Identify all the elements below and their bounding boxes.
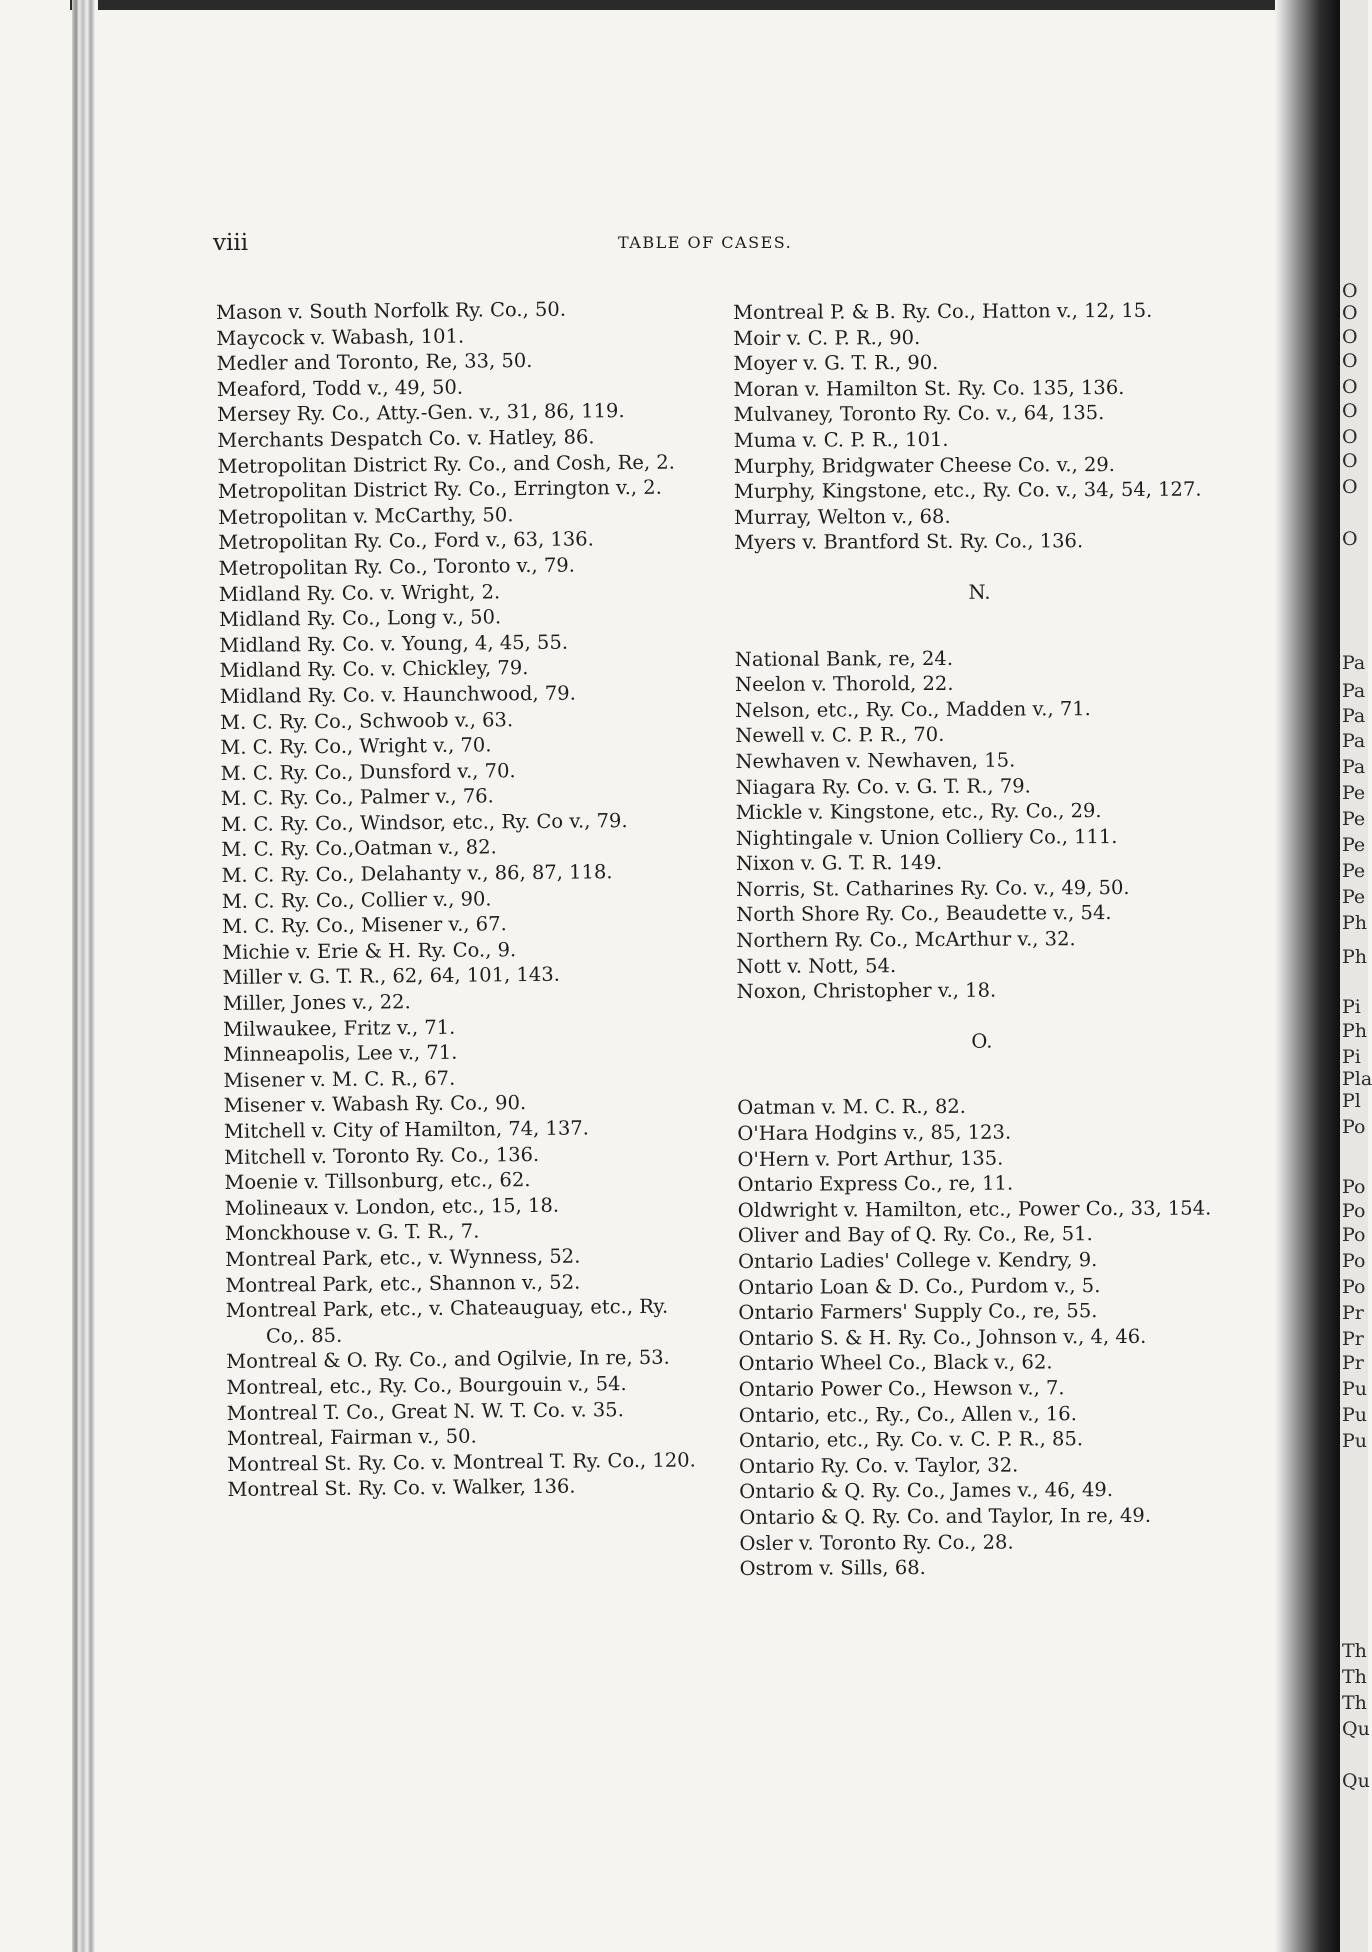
facing-page-letters: Pe xyxy=(1342,782,1366,804)
facing-page-letters: Pa xyxy=(1342,652,1366,674)
facing-page-letters: Pa xyxy=(1342,705,1366,727)
facing-page-letters: O xyxy=(1342,450,1358,472)
case-entry: Ontario S. & H. Ry. Co., Johnson v., 4, 46. xyxy=(738,1324,1147,1350)
facing-page-letters: Th xyxy=(1342,1666,1367,1688)
case-entry: Molineaux v. London, etc., 15, 18. xyxy=(224,1193,560,1220)
facing-page-letters: Po xyxy=(1342,1276,1366,1298)
facing-page-letters: O xyxy=(1342,376,1358,398)
case-entry: Moir v. C. P. R., 90. xyxy=(733,325,921,350)
case-entry: Ostrom v. Sills, 68. xyxy=(739,1556,926,1581)
case-entry: Ontario Power Co., Hewson v., 7. xyxy=(738,1376,1065,1401)
case-entry: Maycock v. Wabash, 101. xyxy=(216,324,465,350)
facing-page-letters: Pl xyxy=(1342,1090,1361,1112)
case-entry: Myers v. Brantford St. Ry. Co., 136. xyxy=(734,529,1084,555)
facing-page-letters: O xyxy=(1342,326,1358,348)
case-entry: M. C. Ry. Co., Collier v., 90. xyxy=(221,887,492,913)
case-entry: Midland Ry. Co. v. Haunchwood, 79. xyxy=(219,681,576,708)
facing-page-letters: Pr xyxy=(1342,1302,1364,1324)
case-entry: Metropolitan District Ry. Co., and Cosh, Re, 2. xyxy=(217,450,676,478)
facing-page-letters: Po xyxy=(1342,1224,1366,1246)
case-entry: O'Hern v. Port Arthur, 135. xyxy=(737,1146,1004,1171)
facing-page-letters: O xyxy=(1342,476,1358,498)
case-entry: Norris, St. Catharines Ry. Co. v., 49, 50. xyxy=(736,875,1130,901)
case-entry: Michie v. Erie & H. Ry. Co., 9. xyxy=(222,937,517,964)
facing-page-letters: O xyxy=(1342,350,1358,372)
case-entry: Montreal St. Ry. Co. v. Walker, 136. xyxy=(227,1474,576,1502)
case-entry: Montreal T. Co., Great N. W. T. Co. v. 35. xyxy=(226,1397,624,1425)
page-header xyxy=(213,230,1253,260)
facing-page-letters: Po xyxy=(1342,1116,1366,1138)
facing-page-letters: Pu xyxy=(1342,1404,1368,1426)
section-heading-o: O. xyxy=(971,1029,993,1053)
case-entry: Ontario Wheel Co., Black v., 62. xyxy=(738,1350,1053,1376)
facing-page-letters: Pa xyxy=(1342,730,1366,752)
facing-page-letters: O xyxy=(1342,426,1358,448)
case-entry: Miller, Jones v., 22. xyxy=(222,990,411,1015)
facing-page-letters: Pe xyxy=(1342,860,1366,882)
case-entry: M. C. Ry. Co., Delahanty v., 86, 87, 118. xyxy=(221,860,613,888)
case-entry: Ontario & Q. Ry. Co. and Taylor, In re, 49. xyxy=(739,1503,1152,1529)
case-entry: Meaford, Todd v., 49, 50. xyxy=(216,375,464,401)
case-entry: M. C. Ry. Co., Misener v., 67. xyxy=(221,912,507,939)
case-entry: O'Hara Hodgins v., 85, 123. xyxy=(737,1120,1012,1146)
facing-page-letters: Qu xyxy=(1342,1718,1370,1740)
case-entry: Oldwright v. Hamilton, etc., Power Co., 33, 154. xyxy=(737,1196,1212,1222)
section-heading-n: N. xyxy=(968,580,991,604)
right-column xyxy=(733,297,1230,1581)
facing-page-letters: Pe xyxy=(1342,886,1366,908)
case-entry: Metropolitan v. McCarthy, 50. xyxy=(217,502,514,529)
o-entries xyxy=(737,1093,1230,1582)
case-entry: Minneapolis, Lee v., 71. xyxy=(223,1040,458,1067)
facing-page-letters: Po xyxy=(1342,1200,1366,1222)
case-entry: Muma v. C. P. R., 101. xyxy=(733,427,949,452)
facing-page-letters: Pi xyxy=(1342,1046,1361,1068)
facing-page-letters: Pa xyxy=(1342,756,1366,778)
case-entry: Oliver and Bay of Q. Ry. Co., Re, 51. xyxy=(737,1222,1093,1248)
case-entry: M. C. Ry. Co., Schwoob v., 63. xyxy=(219,707,514,734)
case-entry: Ontario Farmers' Supply Co., re, 55. xyxy=(738,1299,1098,1325)
case-entry: Montreal St. Ry. Co. v. Montreal T. Ry. Co., 120. xyxy=(227,1448,696,1476)
facing-page-letters: Pu xyxy=(1342,1430,1368,1452)
facing-page-letters: Ph xyxy=(1342,912,1368,934)
case-entry: Montreal Park, etc., Shannon v., 52. xyxy=(225,1270,581,1297)
facing-page-letters: O xyxy=(1342,280,1358,302)
case-entry: Metropolitan Ry. Co., Ford v., 63, 136. xyxy=(218,527,594,555)
case-entry: Nixon v. G. T. R. 149. xyxy=(735,851,943,876)
case-entry: Medler and Toronto, Re, 33, 50. xyxy=(216,349,533,376)
facing-page-letters: Pr xyxy=(1342,1352,1364,1374)
case-entry: Northern Ry. Co., McArthur v., 32. xyxy=(736,927,1076,953)
case-entry: Midland Ry. Co., Long v., 50. xyxy=(218,605,502,632)
case-entry: Murray, Welton v., 68. xyxy=(734,504,951,529)
case-entry: Neelon v. Thorold, 22. xyxy=(734,671,954,697)
case-entry: Moran v. Hamilton St. Ry. Co. 135, 136. xyxy=(733,375,1125,401)
case-entry: Oatman v. M. C. R., 82. xyxy=(737,1095,966,1120)
facing-page-letters: O xyxy=(1342,400,1358,422)
case-entry: Midland Ry. Co. v. Young, 4, 45, 55. xyxy=(219,630,569,657)
facing-page-letters: O xyxy=(1342,528,1358,550)
case-entry: Midland Ry. Co. v. Wright, 2. xyxy=(218,579,501,606)
case-entry: Moenie v. Tillsonburg, etc., 62. xyxy=(224,1168,531,1195)
facing-page-letters: Pa xyxy=(1342,680,1366,702)
case-entry: Montreal Park, etc., v. Wynness, 52. xyxy=(225,1244,581,1271)
case-entry: Murphy, Bridgwater Cheese Co. v., 29. xyxy=(733,452,1116,478)
scan-border-top xyxy=(70,0,1320,10)
case-entry: Misener v. M. C. R., 67. xyxy=(223,1066,456,1092)
case-entry: Mitchell v. City of Hamilton, 74, 137. xyxy=(223,1116,590,1143)
case-entry: Mersey Ry. Co., Atty.-Gen. v., 31, 86, 119. xyxy=(216,399,625,427)
case-entry: Metropolitan District Ry. Co., Errington v., 2. xyxy=(217,475,662,504)
facing-page-letters: Ph xyxy=(1342,946,1368,968)
case-entry: Mason v. South Norfolk Ry. Co., 50. xyxy=(216,297,567,324)
case-entry: Mitchell v. Toronto Ry. Co., 136. xyxy=(224,1142,540,1169)
facing-page-letters: Pr xyxy=(1342,1328,1364,1350)
case-entry: Mickle v. Kingstone, etc., Ry. Co., 29. xyxy=(735,799,1102,825)
case-entry: North Shore Ry. Co., Beaudette v., 54. xyxy=(736,901,1112,927)
facing-page-letters: O xyxy=(1342,302,1358,324)
facing-page-letters: Ph xyxy=(1342,1020,1368,1042)
case-entry: Ontario Express Co., re, 11. xyxy=(737,1171,1014,1197)
facing-page-letters: Qu xyxy=(1342,1770,1370,1792)
case-entry: Moyer v. G. T. R., 90. xyxy=(733,351,939,376)
facing-page-letters: Po xyxy=(1342,1176,1366,1198)
case-entry: Nott v. Nott, 54. xyxy=(736,953,897,978)
case-entry: Ontario & Q. Ry. Co., James v., 46, 49. xyxy=(739,1478,1114,1504)
case-entry: M. C. Ry. Co.,Oatman v., 82. xyxy=(221,835,497,862)
facing-page-letters: Th xyxy=(1342,1640,1367,1662)
case-entry: Miller v. G. T. R., 62, 64, 101, 143. xyxy=(222,963,560,990)
case-entry: Montreal Park, etc., v. Chateauguay, etc., Ry. Co,. 85. xyxy=(225,1294,669,1348)
facing-page-letters: Pi xyxy=(1342,996,1361,1018)
case-entry: M. C. Ry. Co., Windsor, etc., Ry. Co v., 79. xyxy=(220,808,628,836)
case-entry: Montreal, Fairman v., 50. xyxy=(226,1424,477,1451)
case-entry: Ontario Ry. Co. v. Taylor, 32. xyxy=(739,1453,1019,1478)
case-entry: National Bank, re, 24. xyxy=(734,646,954,671)
case-entry: Noxon, Christopher v., 18. xyxy=(736,978,997,1004)
case-entry: Metropolitan Ry. Co., Toronto v., 79. xyxy=(218,553,576,580)
case-entry: M. C. Ry. Co., Dunsford v., 70. xyxy=(220,758,516,785)
case-entry: Montreal P. & B. Ry. Co., Hatton v., 12, 15. xyxy=(733,298,1153,324)
case-entry: Mulvaney, Toronto Ry. Co. v., 64, 135. xyxy=(733,401,1105,427)
case-entry: Niagara Ry. Co. v. G. T. R., 79. xyxy=(735,773,1031,799)
facing-page-letters: Th xyxy=(1342,1692,1367,1714)
case-entry: Midland Ry. Co. v. Chickley, 79. xyxy=(219,656,529,683)
case-entry: Ontario Ladies' College v. Kendry, 9. xyxy=(737,1248,1098,1273)
case-entry: Ontario, etc., Ry., Co., Allen v., 16. xyxy=(738,1401,1077,1427)
page-number: viii xyxy=(213,230,249,256)
case-entry: Nightingale v. Union Colliery Co., 111. xyxy=(735,824,1118,850)
case-entry: Newell v. C. P. R., 70. xyxy=(735,723,945,748)
case-entry: Milwaukee, Fritz v., 71. xyxy=(222,1015,456,1041)
case-entry: Misener v. Wabash Ry. Co., 90. xyxy=(223,1091,527,1118)
case-entry: M. C. Ry. Co., Wright v., 70. xyxy=(220,733,492,760)
case-entry: Monckhouse v. G. T. R., 7. xyxy=(224,1219,480,1246)
facing-page-fragment xyxy=(1340,0,1372,1952)
case-entry: Osler v. Toronto Ry. Co., 28. xyxy=(739,1530,1014,1555)
facing-page-letters: Pla xyxy=(1342,1068,1372,1090)
facing-page-letters: Pu xyxy=(1342,1378,1368,1400)
case-entry: M. C. Ry. Co., Palmer v., 76. xyxy=(220,784,494,811)
facing-page-letters: Pe xyxy=(1342,808,1366,830)
m-entries-continued xyxy=(733,297,1224,555)
case-entry: Ontario Loan & D. Co., Purdom v., 5. xyxy=(738,1273,1101,1299)
scan-page-edges xyxy=(72,0,98,1952)
left-column xyxy=(216,295,708,1502)
facing-page-letters: Po xyxy=(1342,1250,1366,1272)
n-entries xyxy=(735,644,1227,1005)
case-entry: Newhaven v. Newhaven, 15. xyxy=(735,748,1016,773)
case-entry: Ontario, etc., Ry. Co. v. C. P. R., 85. xyxy=(738,1427,1084,1453)
running-title: TABLE OF CASES. xyxy=(618,233,793,252)
case-entry: Murphy, Kingstone, etc., Ry. Co. v., 34, 54, 127. xyxy=(733,477,1202,504)
case-entry: Nelson, etc., Ry. Co., Madden v., 71. xyxy=(735,696,1091,722)
case-entry: Montreal & O. Ry. Co., and Ogilvie, In re, 53. xyxy=(226,1346,670,1374)
case-entry: Merchants Despatch Co. v. Hatley, 86. xyxy=(217,425,595,452)
case-entry: Montreal, etc., Ry. Co., Bourgouin v., 54. xyxy=(226,1372,627,1399)
facing-page-letters: Pe xyxy=(1342,834,1366,856)
